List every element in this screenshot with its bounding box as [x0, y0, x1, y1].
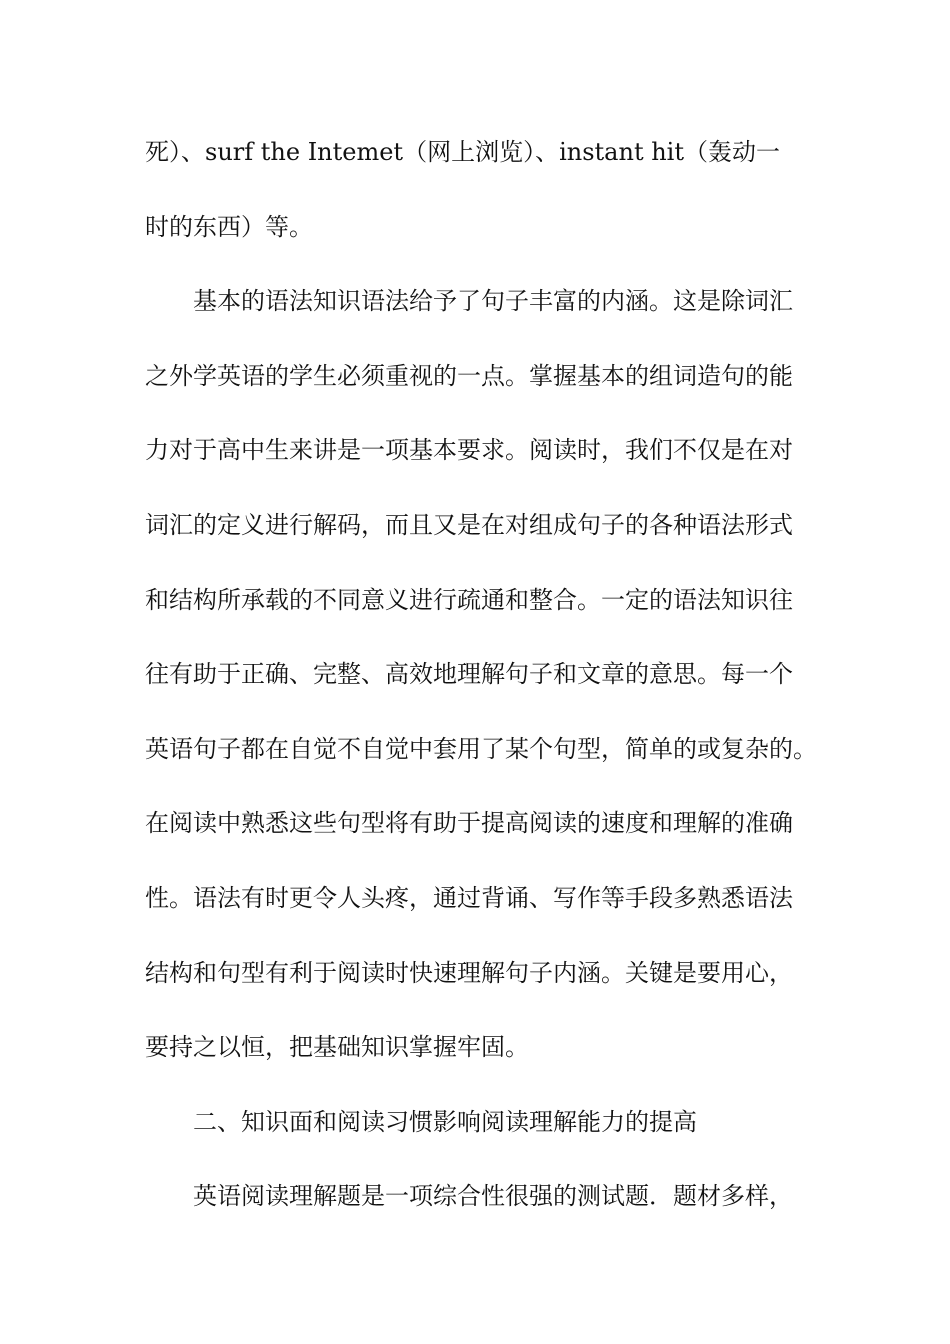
text-line: 往有助于正确、完整、高效地理解句子和文章的意思。每一个	[145, 660, 793, 689]
paragraph-start-line: 英语阅读理解题是一项综合性很强的测试题．题材多样，	[193, 1182, 793, 1211]
text-line: 时的东西）等。	[145, 212, 313, 241]
text-line: 英语句子都在自觉不自觉中套用了某个句型，简单的或复杂的。	[145, 734, 817, 763]
text-line: 在阅读中熟悉这些句型将有助于提高阅读的速度和理解的准确	[145, 809, 793, 838]
text-line: 要持之以恒，把基础知识掌握牢固。	[145, 1033, 529, 1062]
text-line: 力对于高中生来讲是一项基本要求。阅读时，我们不仅是在对	[145, 436, 793, 465]
text-line: 死）、surf the Intemet（网上浏览）、instant hit（轰动一	[145, 138, 780, 166]
text-line: 词汇的定义进行解码，而且又是在对组成句子的各种语法形式	[145, 510, 793, 539]
text-line: 性。语法有时更令人头疼，通过背诵、写作等手段多熟悉语法	[145, 883, 793, 912]
paragraph-start-line: 基本的语法知识语法给予了句子丰富的内涵。这是除词汇	[193, 287, 793, 316]
text-line: 之外学英语的学生必须重视的一点。掌握基本的组词造句的能	[145, 361, 793, 390]
text-line: 结构和句型有利于阅读时快速理解句子内涵。关键是要用心，	[145, 958, 793, 987]
section-heading: 二、知识面和阅读习惯影响阅读理解能力的提高	[193, 1107, 697, 1136]
document-body	[145, 128, 825, 1247]
text-line: 和结构所承载的不同意义进行疏通和整合。一定的语法知识往	[145, 585, 793, 614]
